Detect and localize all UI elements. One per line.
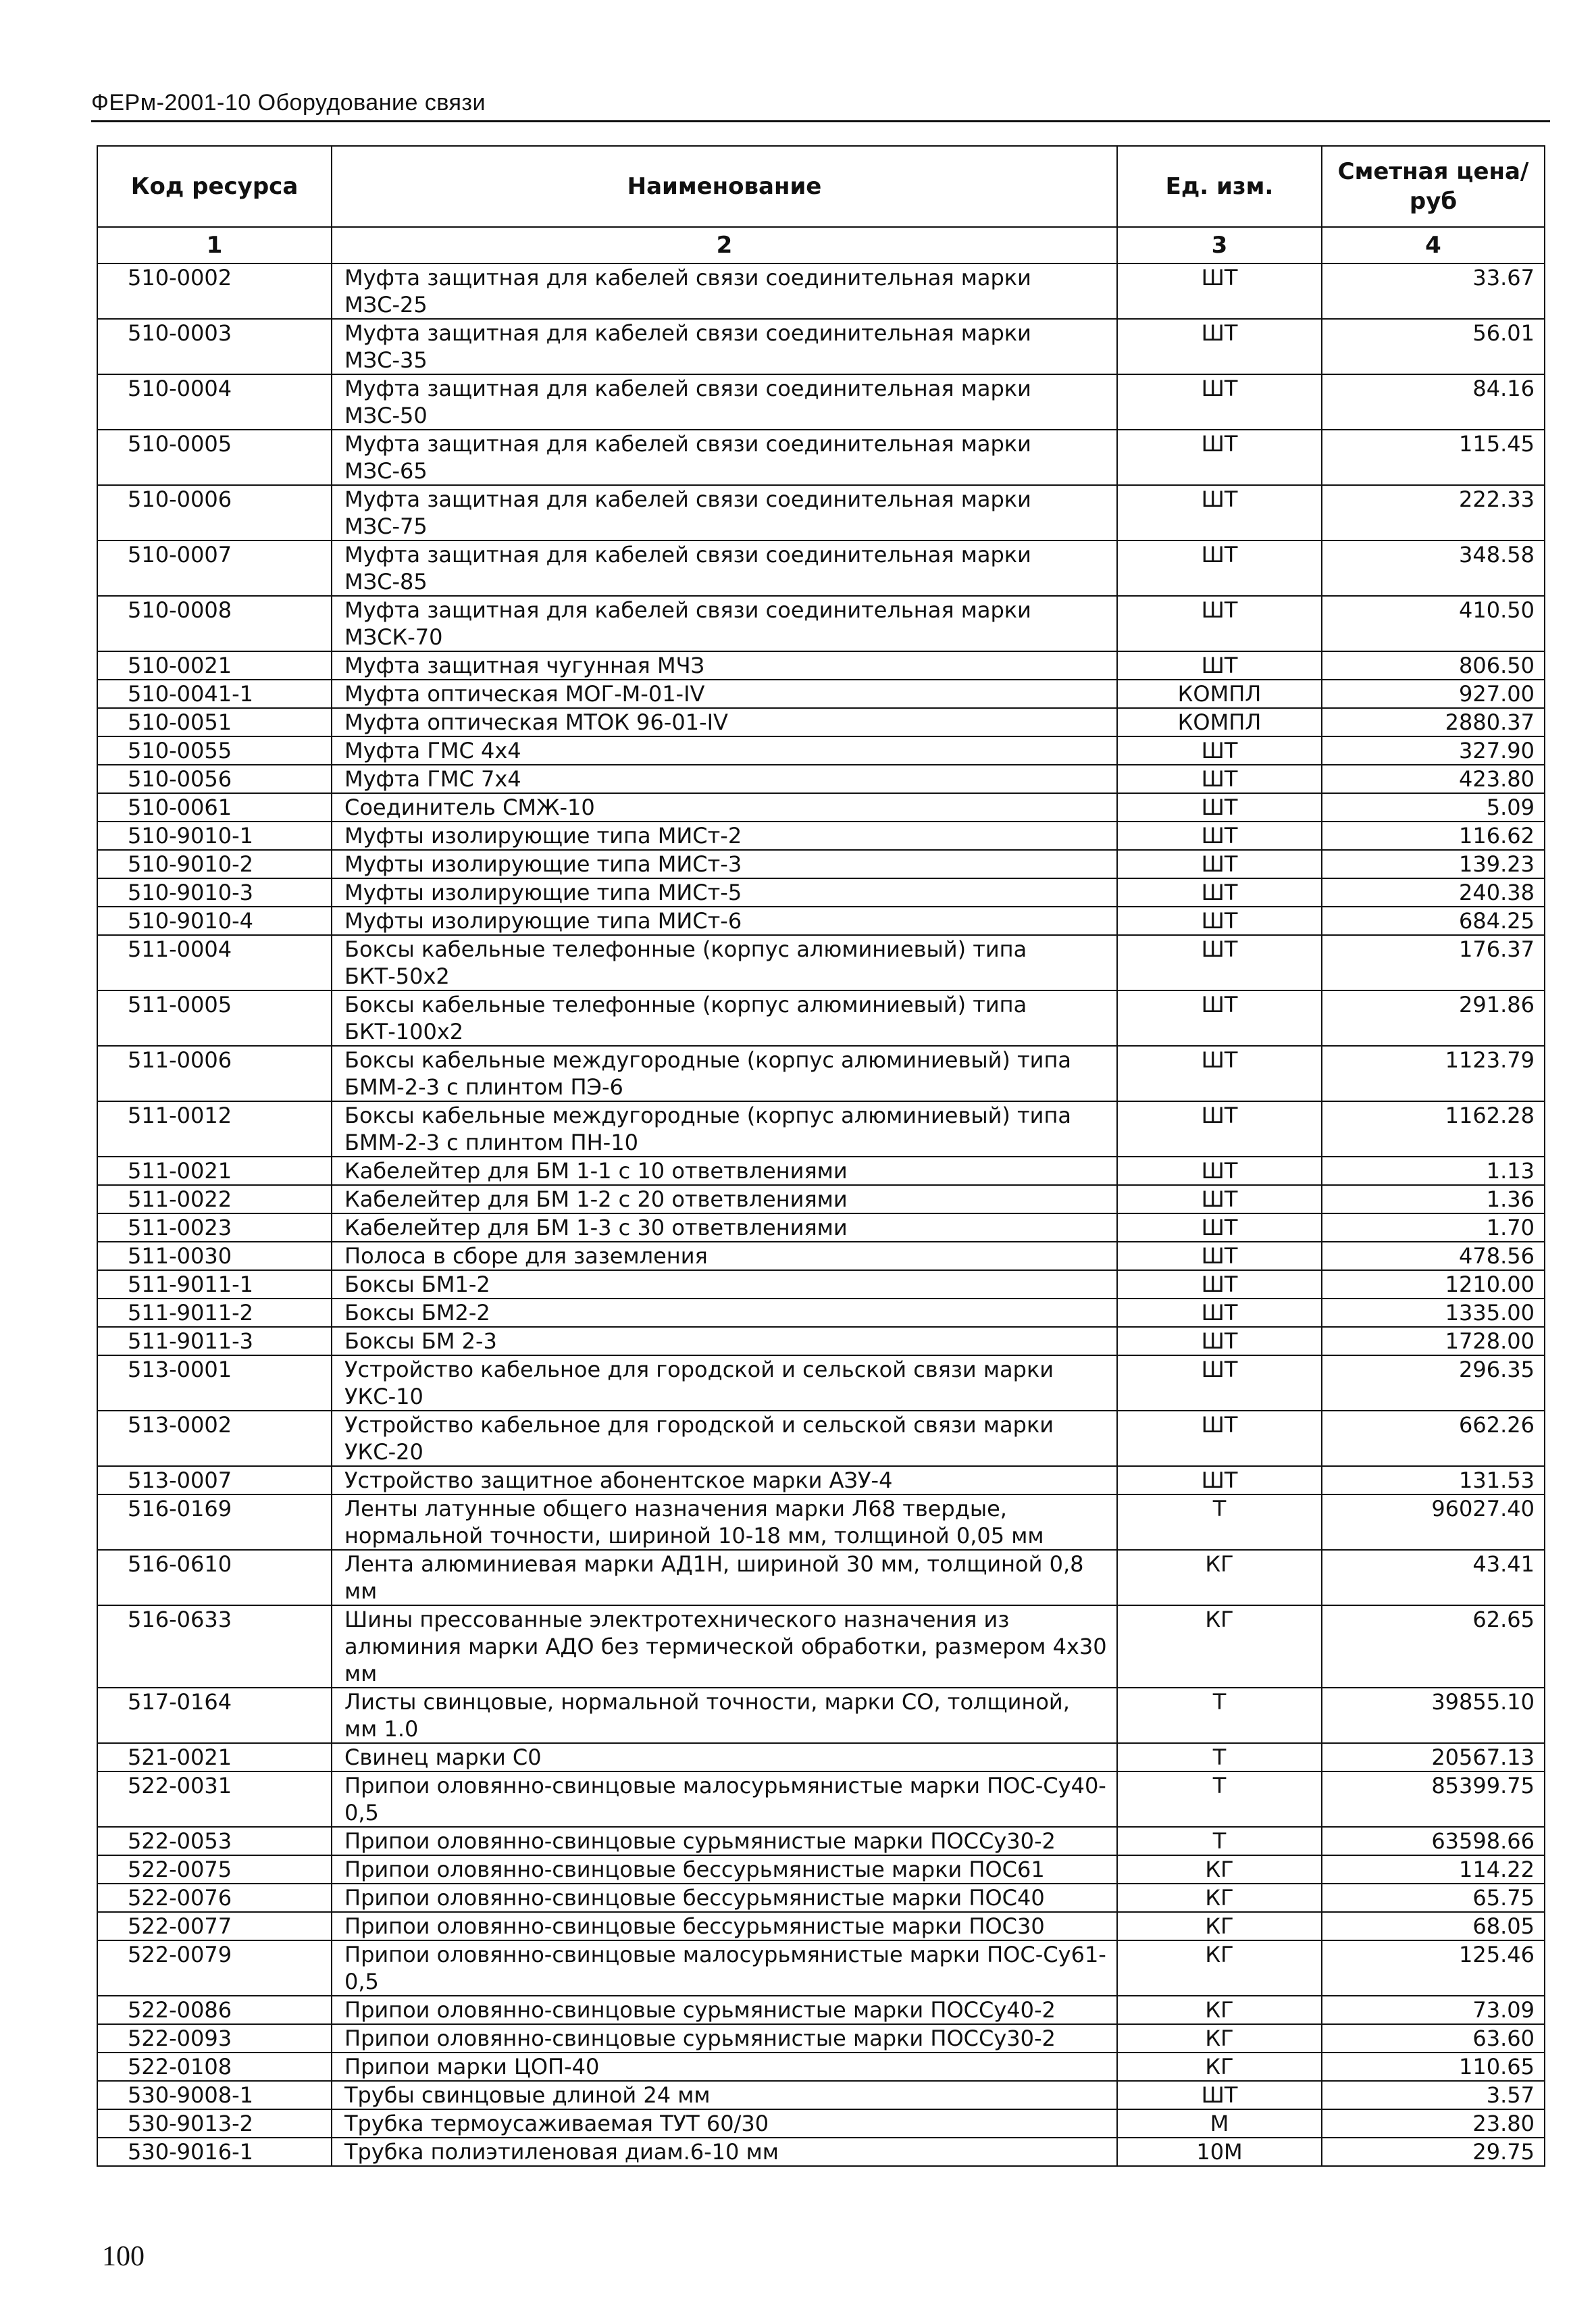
resource-name: Муфта ГМС 7x4 — [332, 765, 1117, 793]
table-row — [97, 540, 1545, 596]
resource-code: 511-0030 — [97, 1242, 332, 1270]
table-row — [97, 2024, 1545, 2053]
resource-code: 510-9010-1 — [97, 822, 332, 850]
estimated-price: 176.37 — [1322, 935, 1545, 990]
estimated-price: 291.86 — [1322, 990, 1545, 1046]
estimated-price: 1.36 — [1322, 1185, 1545, 1213]
unit-of-measure: КГ — [1117, 2053, 1322, 2081]
resource-name: Припои оловянно-свинцовые малосурьмянистые марки ПОС-Су61-0,5 — [332, 1940, 1117, 1996]
table-row — [97, 1605, 1545, 1688]
estimated-price: 1.70 — [1322, 1213, 1545, 1242]
resource-code: 510-0041-1 — [97, 680, 332, 708]
unit-of-measure: ШТ — [1117, 651, 1322, 680]
estimated-price: 3.57 — [1322, 2081, 1545, 2109]
resource-name: Припои оловянно-свинцовые бессурьмянистые марки ПОС61 — [332, 1855, 1117, 1884]
estimated-price: 1.13 — [1322, 1157, 1545, 1185]
table-row — [97, 1771, 1545, 1827]
unit-of-measure: ШТ — [1117, 596, 1322, 651]
resource-code: 510-0005 — [97, 430, 332, 485]
estimated-price: 20567.13 — [1322, 1743, 1545, 1771]
unit-of-measure: КГ — [1117, 1912, 1322, 1940]
table-row — [97, 1550, 1545, 1605]
unit-of-measure: ШТ — [1117, 374, 1322, 430]
resource-code: 510-9010-2 — [97, 850, 332, 878]
table-row — [97, 651, 1545, 680]
table-row — [97, 1327, 1545, 1355]
resource-code: 511-0006 — [97, 1046, 332, 1101]
estimated-price: 84.16 — [1322, 374, 1545, 430]
unit-of-measure: ШТ — [1117, 1327, 1322, 1355]
resource-code: 510-0004 — [97, 374, 332, 430]
resource-code: 517-0164 — [97, 1688, 332, 1743]
resource-code: 510-0021 — [97, 651, 332, 680]
estimated-price: 56.01 — [1322, 319, 1545, 374]
unit-of-measure: ШТ — [1117, 935, 1322, 990]
column-header-price: Сметная цена/руб — [1322, 146, 1545, 227]
table-row — [97, 935, 1545, 990]
estimated-price: 1728.00 — [1322, 1327, 1545, 1355]
resource-code: 511-0023 — [97, 1213, 332, 1242]
estimated-price: 478.56 — [1322, 1242, 1545, 1270]
table-row — [97, 1855, 1545, 1884]
estimated-price: 29.75 — [1322, 2138, 1545, 2166]
estimated-price: 1162.28 — [1322, 1101, 1545, 1157]
unit-of-measure: ШТ — [1117, 1411, 1322, 1466]
table-row — [97, 1157, 1545, 1185]
estimated-price: 423.80 — [1322, 765, 1545, 793]
resource-name: Муфта оптическая МТОК 96-01-IV — [332, 708, 1117, 736]
unit-of-measure: Т — [1117, 1771, 1322, 1827]
resource-code: 522-0031 — [97, 1771, 332, 1827]
unit-of-measure: ШТ — [1117, 1466, 1322, 1494]
resource-name: Припои оловянно-свинцовые бессурьмянистые марки ПОС40 — [332, 1884, 1117, 1912]
estimated-price: 2880.37 — [1322, 708, 1545, 736]
unit-of-measure: ШТ — [1117, 793, 1322, 822]
unit-of-measure: ШТ — [1117, 2081, 1322, 2109]
estimated-price: 662.26 — [1322, 1411, 1545, 1466]
estimated-price: 927.00 — [1322, 680, 1545, 708]
unit-of-measure: 10М — [1117, 2138, 1322, 2166]
resource-name: Муфты изолирующие типа МИСт-3 — [332, 850, 1117, 878]
estimated-price: 1335.00 — [1322, 1299, 1545, 1327]
resource-code: 510-0007 — [97, 540, 332, 596]
unit-of-measure: КГ — [1117, 1940, 1322, 1996]
column-number-row — [97, 227, 1545, 263]
resource-code: 510-0006 — [97, 485, 332, 540]
resource-code: 510-0056 — [97, 765, 332, 793]
table-row — [97, 1355, 1545, 1411]
table-row — [97, 2081, 1545, 2109]
resource-name: Муфта оптическая МОГ-М-01-IV — [332, 680, 1117, 708]
resource-code: 521-0021 — [97, 1743, 332, 1771]
resource-name: Муфта защитная для кабелей связи соединительная марки МЗС-65 — [332, 430, 1117, 485]
unit-of-measure: ШТ — [1117, 1101, 1322, 1157]
resource-code: 513-0007 — [97, 1466, 332, 1494]
resource-name: Припои оловянно-свинцовые сурьмянистые марки ПОССу30-2 — [332, 1827, 1117, 1855]
unit-of-measure: ШТ — [1117, 736, 1322, 765]
resource-code: 530-9008-1 — [97, 2081, 332, 2109]
unit-of-measure: ШТ — [1117, 765, 1322, 793]
resource-name: Боксы кабельные междугородные (корпус алюминиевый) типа БММ-2-3 с плинтом ПЭ-6 — [332, 1046, 1117, 1101]
resource-name: Устройство кабельное для городской и сельской связи марки УКС-10 — [332, 1355, 1117, 1411]
resource-name: Устройство кабельное для городской и сельской связи марки УКС-20 — [332, 1411, 1117, 1466]
estimated-price: 116.62 — [1322, 822, 1545, 850]
estimated-price: 68.05 — [1322, 1912, 1545, 1940]
resource-name: Муфты изолирующие типа МИСт-5 — [332, 878, 1117, 907]
resource-name: Муфта защитная чугунная МЧЗ — [332, 651, 1117, 680]
resource-code: 511-9011-1 — [97, 1270, 332, 1299]
resource-price-table — [97, 145, 1545, 2167]
column-number: 2 — [332, 227, 1117, 263]
resource-name: Припои оловянно-свинцовые малосурьмянистые марки ПОС-Су40-0,5 — [332, 1771, 1117, 1827]
unit-of-measure: Т — [1117, 1688, 1322, 1743]
column-header-unit: Ед. изм. — [1117, 146, 1322, 227]
estimated-price: 131.53 — [1322, 1466, 1545, 1494]
unit-of-measure: ШТ — [1117, 1157, 1322, 1185]
estimated-price: 39855.10 — [1322, 1688, 1545, 1743]
table-row — [97, 1494, 1545, 1550]
resource-code: 511-0004 — [97, 935, 332, 990]
table-row — [97, 1884, 1545, 1912]
resource-name: Трубка полиэтиленовая диам.6-10 мм — [332, 2138, 1117, 2166]
estimated-price: 296.35 — [1322, 1355, 1545, 1411]
table-row — [97, 680, 1545, 708]
resource-code: 511-0012 — [97, 1101, 332, 1157]
resource-code: 522-0086 — [97, 1996, 332, 2024]
estimated-price: 139.23 — [1322, 850, 1545, 878]
column-number: 3 — [1117, 227, 1322, 263]
resource-name: Муфты изолирующие типа МИСт-6 — [332, 907, 1117, 935]
resource-code: 516-0610 — [97, 1550, 332, 1605]
resource-name: Трубка термоусаживаемая ТУТ 60/30 — [332, 2109, 1117, 2138]
resource-code: 510-9010-4 — [97, 907, 332, 935]
resource-code: 522-0075 — [97, 1855, 332, 1884]
table-row — [97, 1046, 1545, 1101]
estimated-price: 684.25 — [1322, 907, 1545, 935]
table-row — [97, 1185, 1545, 1213]
estimated-price: 63598.66 — [1322, 1827, 1545, 1855]
column-number: 4 — [1322, 227, 1545, 263]
unit-of-measure: КГ — [1117, 1605, 1322, 1688]
table-row — [97, 430, 1545, 485]
unit-of-measure: ШТ — [1117, 263, 1322, 319]
resource-code: 510-0008 — [97, 596, 332, 651]
estimated-price: 222.33 — [1322, 485, 1545, 540]
table-row — [97, 878, 1545, 907]
resource-name: Муфта защитная для кабелей связи соединительная марки МЗС-85 — [332, 540, 1117, 596]
resource-name: Полоса в сборе для заземления — [332, 1242, 1117, 1270]
unit-of-measure: КГ — [1117, 2024, 1322, 2053]
resource-code: 513-0002 — [97, 1411, 332, 1466]
unit-of-measure: ШТ — [1117, 1355, 1322, 1411]
unit-of-measure: ШТ — [1117, 990, 1322, 1046]
resource-name: Припои оловянно-свинцовые сурьмянистые марки ПОССу40-2 — [332, 1996, 1117, 2024]
resource-code: 511-9011-3 — [97, 1327, 332, 1355]
resource-name: Муфта ГМС 4x4 — [332, 736, 1117, 765]
resource-code: 516-0633 — [97, 1605, 332, 1688]
table-row — [97, 1743, 1545, 1771]
table-row — [97, 596, 1545, 651]
estimated-price: 1210.00 — [1322, 1270, 1545, 1299]
unit-of-measure: ШТ — [1117, 1185, 1322, 1213]
estimated-price: 5.09 — [1322, 793, 1545, 822]
unit-of-measure: ШТ — [1117, 878, 1322, 907]
resource-code: 522-0079 — [97, 1940, 332, 1996]
table-row — [97, 2138, 1545, 2166]
unit-of-measure: ШТ — [1117, 1299, 1322, 1327]
unit-of-measure: КГ — [1117, 1884, 1322, 1912]
unit-of-measure: ШТ — [1117, 1046, 1322, 1101]
unit-of-measure: КОМПЛ — [1117, 708, 1322, 736]
resource-name: Муфта защитная для кабелей связи соединительная марки МЗС-35 — [332, 319, 1117, 374]
resource-code: 513-0001 — [97, 1355, 332, 1411]
table-row — [97, 907, 1545, 935]
unit-of-measure: ШТ — [1117, 1270, 1322, 1299]
resource-name: Кабелейтер для БМ 1-3 с 30 ответвлениями — [332, 1213, 1117, 1242]
resource-name: Припои оловянно-свинцовые сурьмянистые марки ПОССу30-2 — [332, 2024, 1117, 2053]
unit-of-measure: ШТ — [1117, 1213, 1322, 1242]
table-row — [97, 822, 1545, 850]
unit-of-measure: ШТ — [1117, 319, 1322, 374]
resource-code: 510-0061 — [97, 793, 332, 822]
estimated-price: 348.58 — [1322, 540, 1545, 596]
unit-of-measure: М — [1117, 2109, 1322, 2138]
estimated-price: 1123.79 — [1322, 1046, 1545, 1101]
table-row — [97, 708, 1545, 736]
unit-of-measure: ШТ — [1117, 850, 1322, 878]
estimated-price: 23.80 — [1322, 2109, 1545, 2138]
resource-name: Соединитель СМЖ-10 — [332, 793, 1117, 822]
resource-code: 511-0005 — [97, 990, 332, 1046]
column-header-code: Код ресурса — [97, 146, 332, 227]
table-row — [97, 793, 1545, 822]
unit-of-measure: ШТ — [1117, 822, 1322, 850]
resource-name: Кабелейтер для БМ 1-2 с 20 ответвлениями — [332, 1185, 1117, 1213]
resource-code: 510-0051 — [97, 708, 332, 736]
column-number: 1 — [97, 227, 332, 263]
document-title: ФЕРм-2001-10 Оборудование связи — [91, 90, 486, 116]
estimated-price: 73.09 — [1322, 1996, 1545, 2024]
estimated-price: 110.65 — [1322, 2053, 1545, 2081]
table-row — [97, 2053, 1545, 2081]
resource-code: 522-0053 — [97, 1827, 332, 1855]
column-header-name: Наименование — [332, 146, 1117, 227]
unit-of-measure: КГ — [1117, 1855, 1322, 1884]
table-row — [97, 1411, 1545, 1466]
table-row — [97, 485, 1545, 540]
estimated-price: 65.75 — [1322, 1884, 1545, 1912]
resource-name: Лента алюминиевая марки АД1Н, шириной 30 мм, толщиной 0,8 мм — [332, 1550, 1117, 1605]
table-body — [97, 263, 1545, 2166]
unit-of-measure: Т — [1117, 1494, 1322, 1550]
resource-code: 516-0169 — [97, 1494, 332, 1550]
resource-code: 530-9016-1 — [97, 2138, 332, 2166]
resource-name: Припои оловянно-свинцовые бессурьмянистые марки ПОС30 — [332, 1912, 1117, 1940]
unit-of-measure: КГ — [1117, 1996, 1322, 2024]
estimated-price: 85399.75 — [1322, 1771, 1545, 1827]
resource-name: Боксы БМ 2-3 — [332, 1327, 1117, 1355]
table-row — [97, 765, 1545, 793]
resource-code: 510-0002 — [97, 263, 332, 319]
resource-name: Свинец марки С0 — [332, 1743, 1117, 1771]
table-row — [97, 263, 1545, 319]
estimated-price: 62.65 — [1322, 1605, 1545, 1688]
unit-of-measure: ШТ — [1117, 907, 1322, 935]
table-row — [97, 319, 1545, 374]
estimated-price: 63.60 — [1322, 2024, 1545, 2053]
table-header-row — [97, 146, 1545, 227]
unit-of-measure: Т — [1117, 1743, 1322, 1771]
table-row — [97, 990, 1545, 1046]
table-row — [97, 1213, 1545, 1242]
table-row — [97, 1242, 1545, 1270]
resource-name: Припои марки ЦОП-40 — [332, 2053, 1117, 2081]
resource-name: Муфта защитная для кабелей связи соединительная марки МЗС-75 — [332, 485, 1117, 540]
table-row — [97, 850, 1545, 878]
resource-code: 510-0055 — [97, 736, 332, 765]
resource-name: Боксы кабельные междугородные (корпус алюминиевый) типа БММ-2-3 с плинтом ПН-10 — [332, 1101, 1117, 1157]
document-header — [91, 85, 1550, 122]
estimated-price: 410.50 — [1322, 596, 1545, 651]
resource-code: 511-0022 — [97, 1185, 332, 1213]
unit-of-measure: ШТ — [1117, 485, 1322, 540]
resource-code: 510-9010-3 — [97, 878, 332, 907]
resource-name: Листы свинцовые, нормальной точности, марки СО, толщиной, мм 1.0 — [332, 1688, 1117, 1743]
table-row — [97, 374, 1545, 430]
resource-name: Шины прессованные электротехнического назначения из алюминия марки АДО без термической обработки, размером 4x30 мм — [332, 1605, 1117, 1688]
estimated-price: 114.22 — [1322, 1855, 1545, 1884]
resource-name: Муфта защитная для кабелей связи соединительная марки МЗС-50 — [332, 374, 1117, 430]
estimated-price: 240.38 — [1322, 878, 1545, 907]
table-row — [97, 2109, 1545, 2138]
unit-of-measure: КГ — [1117, 1550, 1322, 1605]
unit-of-measure: ШТ — [1117, 1242, 1322, 1270]
estimated-price: 33.67 — [1322, 263, 1545, 319]
estimated-price: 115.45 — [1322, 430, 1545, 485]
resource-code: 511-0021 — [97, 1157, 332, 1185]
table-row — [97, 1688, 1545, 1743]
unit-of-measure: ШТ — [1117, 540, 1322, 596]
table-row — [97, 1912, 1545, 1940]
resource-name: Кабелейтер для БМ 1-1 с 10 ответвлениями — [332, 1157, 1117, 1185]
unit-of-measure: ШТ — [1117, 430, 1322, 485]
resource-name: Муфты изолирующие типа МИСт-2 — [332, 822, 1117, 850]
table-row — [97, 1101, 1545, 1157]
estimated-price: 43.41 — [1322, 1550, 1545, 1605]
table-row — [97, 1270, 1545, 1299]
resource-code: 510-0003 — [97, 319, 332, 374]
table-row — [97, 1940, 1545, 1996]
resource-name: Боксы кабельные телефонные (корпус алюминиевый) типа БКТ-100x2 — [332, 990, 1117, 1046]
estimated-price: 96027.40 — [1322, 1494, 1545, 1550]
estimated-price: 806.50 — [1322, 651, 1545, 680]
resource-name: Боксы БМ2-2 — [332, 1299, 1117, 1327]
page-number: 100 — [102, 2241, 145, 2272]
table-row — [97, 1996, 1545, 2024]
resource-name: Трубы свинцовые длиной 24 мм — [332, 2081, 1117, 2109]
table-row — [97, 1466, 1545, 1494]
table-row — [97, 736, 1545, 765]
estimated-price: 125.46 — [1322, 1940, 1545, 1996]
resource-name: Муфта защитная для кабелей связи соединительная марки МЗС-25 — [332, 263, 1117, 319]
table-row — [97, 1299, 1545, 1327]
estimated-price: 327.90 — [1322, 736, 1545, 765]
resource-code: 522-0077 — [97, 1912, 332, 1940]
resource-code: 522-0108 — [97, 2053, 332, 2081]
resource-name: Боксы кабельные телефонные (корпус алюминиевый) типа БКТ-50x2 — [332, 935, 1117, 990]
resource-name: Боксы БМ1-2 — [332, 1270, 1117, 1299]
resource-code: 511-9011-2 — [97, 1299, 332, 1327]
resource-name: Ленты латунные общего назначения марки Л68 твердые, нормальной точности, шириной 10-18 мм, толщиной 0,05 мм — [332, 1494, 1117, 1550]
unit-of-measure: Т — [1117, 1827, 1322, 1855]
unit-of-measure: КОМПЛ — [1117, 680, 1322, 708]
table-row — [97, 1827, 1545, 1855]
resource-code: 530-9013-2 — [97, 2109, 332, 2138]
resource-code: 522-0093 — [97, 2024, 332, 2053]
resource-name: Муфта защитная для кабелей связи соединительная марки МЗСК-70 — [332, 596, 1117, 651]
resource-code: 522-0076 — [97, 1884, 332, 1912]
resource-name: Устройство защитное абонентское марки АЗУ-4 — [332, 1466, 1117, 1494]
